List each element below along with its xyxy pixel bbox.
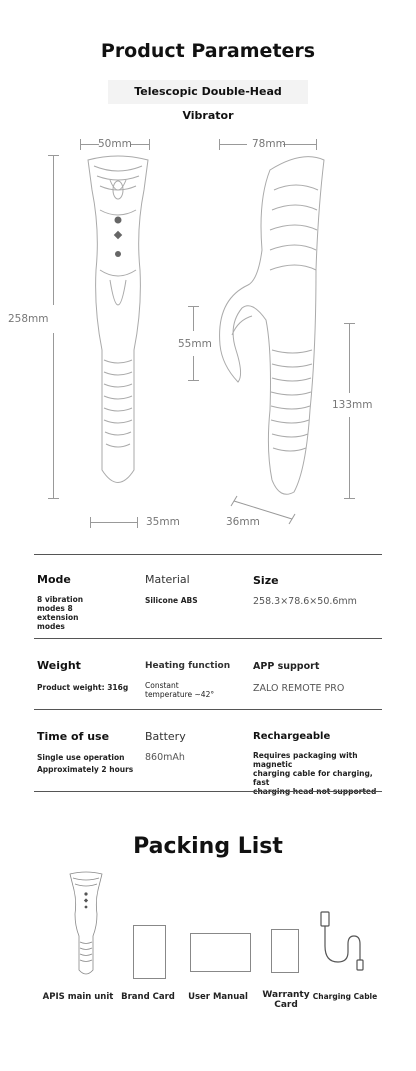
dim-line (53, 333, 54, 499)
dim-tick (80, 139, 81, 150)
head-label: 55mm (178, 338, 212, 350)
time-value-1: Single use operation (37, 753, 125, 762)
app-value: ZALO REMOTE PRO (253, 683, 345, 694)
width-side-label: 78mm (252, 138, 286, 150)
dim-line (90, 522, 138, 523)
material-value: Silicone ABS (145, 596, 198, 605)
dim-line (349, 323, 350, 393)
dim-tick (316, 139, 317, 150)
brand-card-image (133, 925, 166, 979)
table-rule (34, 791, 382, 792)
dim-line (283, 144, 317, 145)
packing-item-brand-card: Brand Card (121, 992, 175, 1002)
length-label: 258mm (8, 313, 49, 325)
material-label: Material (145, 573, 190, 586)
dim-line (80, 144, 99, 145)
charging-cable-image (312, 908, 372, 978)
packing-title: Packing List (133, 834, 283, 859)
warranty-card-image (271, 929, 299, 973)
dim-tick (149, 139, 150, 150)
packing-item-warranty-card: Warranty Card (262, 990, 310, 1010)
rechargeable-value: Requires packaging with magnetic charging cable for charging, fast (253, 751, 373, 787)
main-unit-image (64, 870, 108, 980)
base-side-label: 36mm (226, 516, 260, 528)
heating-value: Constant temperature ~42° (145, 681, 215, 699)
dim-line (219, 144, 247, 145)
dim-tick (344, 323, 355, 324)
base-front-label: 35mm (146, 516, 180, 528)
dim-line (131, 144, 150, 145)
width-front-label: 50mm (98, 138, 132, 150)
mode-label: Mode (37, 573, 71, 586)
weight-value: Product weight: 316g (37, 683, 129, 692)
table-rule (34, 638, 382, 639)
table-rule (34, 554, 382, 555)
packing-item-user-manual: User Manual (188, 992, 248, 1002)
dim-line (193, 306, 194, 331)
product-side-drawing (218, 150, 338, 500)
mode-value: 8 vibration modes 8 extension modes (37, 595, 84, 631)
user-manual-image (190, 933, 251, 972)
dim-line (193, 356, 194, 380)
app-label: APP support (253, 661, 320, 672)
battery-value: 860mAh (145, 752, 185, 763)
battery-label: Battery (145, 730, 186, 743)
weight-label: Weight (37, 659, 81, 672)
time-label: Time of use (37, 730, 110, 743)
time-value-2: Approximately 2 hours (37, 765, 134, 774)
size-value: 258.3×78.6×50.6mm (253, 596, 357, 607)
dim-line (349, 417, 350, 498)
heating-label: Heating function (145, 661, 231, 671)
dim-tick (48, 498, 59, 499)
page-title: Product Parameters (100, 40, 316, 62)
product-front-drawing (80, 150, 156, 500)
packing-item-charging-cable: Charging Cable (312, 992, 378, 1001)
dim-tick (344, 498, 355, 499)
dim-tick (219, 139, 220, 150)
packing-item-main-unit: APIS main unit (42, 992, 114, 1002)
dim-tick (188, 306, 199, 307)
rechargeable-label: Rechargeable (253, 731, 331, 742)
shaft-label: 133mm (332, 399, 373, 411)
dim-tick (137, 517, 138, 528)
dim-tick (90, 517, 91, 528)
dim-tick (48, 155, 59, 156)
product-subtitle: Telescopic Double-Head Vibrator (108, 80, 308, 104)
dim-tick (188, 380, 199, 381)
size-label: Size (253, 574, 279, 587)
dim-line (53, 155, 54, 305)
table-rule (34, 709, 382, 710)
